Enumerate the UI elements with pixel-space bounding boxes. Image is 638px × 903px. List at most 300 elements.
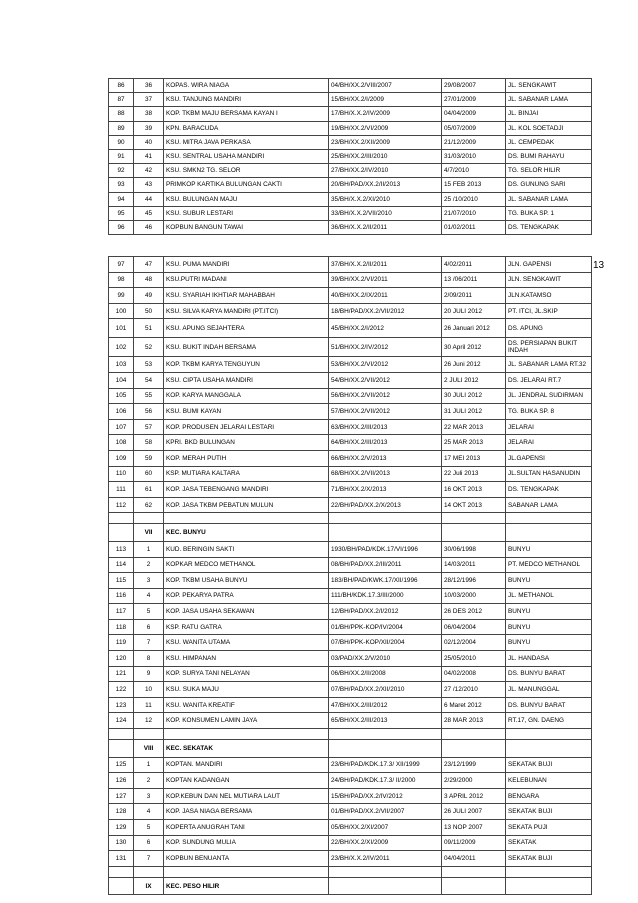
cell-name: KSU. HIMPANAN [164,651,329,667]
cell-name: KOPTAN KADANGAN [164,773,329,789]
cell-sub-no: 45 [134,206,164,220]
empty-cell [329,524,442,542]
empty-cell [506,877,592,895]
cell-date: 14 OKT 2013 [442,497,506,513]
district-header-row [109,877,592,895]
cell-sub-no: 1 [134,757,164,773]
empty-cell [442,524,506,542]
cell-address: JLN. SENGKAWIT [506,272,592,288]
cell-legal-number: 65/BH/XX.2/III/2013 [329,713,442,729]
table-row [109,666,592,682]
cell-date: 05/07/2009 [442,121,506,135]
table-row [109,419,592,435]
cell-no: 89 [109,121,134,135]
cell-no: 92 [109,164,134,178]
cell-date: 13 NOP 2007 [442,820,506,836]
cell-date: 6 Maret 2012 [442,697,506,713]
cell-date: 2 JULI 2012 [442,372,506,388]
cell-name: PRIMKOP KARTIKA BULUNGAN CAKTI [164,178,329,192]
cell-name: KOPBUN BENUANTA [164,851,329,867]
table-row [109,272,592,288]
cell-sub-no: 50 [134,303,164,319]
cell-name: KSU. WANITA UTAMA [164,635,329,651]
cell-sub-no: 3 [134,788,164,804]
cell-date: 2/09/2011 [442,288,506,304]
cell-date: 17 MEI 2013 [442,450,506,466]
cell-date: 31/03/2010 [442,149,506,163]
cell-no: 117 [109,604,134,620]
cell-date: 01/02/2011 [442,220,506,234]
cell-name: KOP. PRODUSEN JELARAI LESTARI [164,419,329,435]
cell-legal-number: 15/BH/PAD/XX.2/IV/2012 [329,788,442,804]
empty-cell [164,866,329,877]
cell-date: 27/01/2009 [442,93,506,107]
cell-date: 15 FEB 2013 [442,178,506,192]
cell-legal-number: 57/BH/XX.2/VII/2012 [329,404,442,420]
cell-sub-no: 3 [134,573,164,589]
cell-legal-number: 33/BH/X.X.2/VII/2010 [329,206,442,220]
cell-sub-no: 4 [134,804,164,820]
table-row [109,851,592,867]
table-row [109,804,592,820]
cell-no: 123 [109,697,134,713]
cell-address: JL. JENDRAL SUDIRMAN [506,388,592,404]
cell-no: 107 [109,419,134,435]
cell-date: 30 JULI 2012 [442,388,506,404]
cell-legal-number: 06/BH/XX.2/II/2008 [329,666,442,682]
cell-no: 96 [109,220,134,234]
cell-address: JL. BINJAI [506,107,592,121]
cell-legal-number: 66/BH/XX.2/V/2013 [329,450,442,466]
cell-date: 14/03/2011 [442,557,506,573]
cell-legal-number: 07/BH/PAD/XX.2/XII/2010 [329,682,442,698]
cell-no: 121 [109,666,134,682]
cell-date: 13 /06/2011 [442,272,506,288]
table-row [109,372,592,388]
cell-address: JL. SENGKAWIT [506,79,592,93]
district-number: VII [134,524,164,542]
cell-address: JELARAI [506,419,592,435]
table-row [109,788,592,804]
cell-date: 09/11/2009 [442,835,506,851]
cell-address: BUNYU [506,635,592,651]
cell-no: 126 [109,773,134,789]
cell-sub-no: 6 [134,835,164,851]
table-row [109,206,592,220]
cell-address: KELEBUNAN [506,773,592,789]
cell-date: 4/02/2011 [442,257,506,273]
cell-legal-number: 51/BH/XX.2/IV/2012 [329,338,442,357]
cell-sub-no: 4 [134,588,164,604]
cell-no: 118 [109,619,134,635]
cell-name: KOP. JASA TEBENGANG MANDIRI [164,482,329,498]
cell-sub-no: 7 [134,851,164,867]
cell-no: 116 [109,588,134,604]
cell-address: DS. JELARAI RT.7 [506,372,592,388]
empty-cell [109,524,134,542]
cell-name: KOP. SUNDUNG MULIA [164,835,329,851]
cell-legal-number: 53/BH/XX.2/VI/2012 [329,357,442,373]
cell-legal-number: 68/BH/XX.2/VII/2013 [329,466,442,482]
cell-sub-no: 59 [134,450,164,466]
cell-date: 30/06/1998 [442,541,506,557]
cell-sub-no: 52 [134,338,164,357]
cell-sub-no: 60 [134,466,164,482]
table-row [109,257,592,273]
cell-no: 101 [109,319,134,338]
cell-address: DS. APUNG [506,319,592,338]
cell-no: 122 [109,682,134,698]
cell-sub-no: 10 [134,682,164,698]
cell-sub-no: 57 [134,419,164,435]
cell-address: DS. BUNYU BARAT [506,697,592,713]
cell-name: KOP. PEKARYA PATRA [164,588,329,604]
cell-sub-no: 47 [134,257,164,273]
table-row [109,588,592,604]
table-row [109,573,592,589]
cell-date: 02/12/2004 [442,635,506,651]
cell-address: TG. BUKA SP. 1 [506,206,592,220]
cell-date: 29/08/2007 [442,79,506,93]
cell-no: 91 [109,149,134,163]
cell-legal-number: 03/PAD/XX.2/V/2010 [329,651,442,667]
table-row [109,388,592,404]
cell-no: 98 [109,272,134,288]
cell-address: DS. GUNUNG SARI [506,178,592,192]
cell-sub-no: 54 [134,372,164,388]
cell-legal-number: 36/BH/X.X.2/II/2011 [329,220,442,234]
cell-sub-no: 58 [134,435,164,451]
table-row [109,835,592,851]
cell-name: KOP. JASA USAHA SEKAWAN [164,604,329,620]
empty-cell [109,729,134,740]
cell-date: 30 April 2012 [442,338,506,357]
cell-sub-no: 6 [134,619,164,635]
table-row [109,682,592,698]
cell-name: KOP. JASA TKBM PEBATUN MULUN [164,497,329,513]
cell-no: 112 [109,497,134,513]
district-name: KEC. PESO HILIR [164,877,329,895]
table-row [109,435,592,451]
cell-name: KSU. TANJUNG MANDIRI [164,93,329,107]
empty-cell [109,866,134,877]
cell-no: 87 [109,93,134,107]
empty-cell [134,866,164,877]
cell-date: 25/05/2010 [442,651,506,667]
district-number: VIII [134,740,164,758]
cell-legal-number: 47/BH/XX.2/III/2012 [329,697,442,713]
cell-name: KOP. TKBM USAHA BUNYU [164,573,329,589]
cell-sub-no: 8 [134,651,164,667]
district-number: IX [134,877,164,895]
cell-date: 04/02/2008 [442,666,506,682]
cell-address: JL.GAPENSI [506,450,592,466]
table-row [109,338,592,357]
cell-date: 3 APRIL 2012 [442,788,506,804]
cell-sub-no: 39 [134,121,164,135]
empty-cell [506,524,592,542]
cell-legal-number: 1930/BH/PAD/KDK.17/VI/1996 [329,541,442,557]
table-row [109,357,592,373]
empty-cell [109,513,134,524]
cell-no: 105 [109,388,134,404]
cell-no: 113 [109,541,134,557]
cell-name: KOPAS. WIRA NIAGA [164,79,329,93]
empty-cell [109,877,134,895]
cell-no: 119 [109,635,134,651]
cell-name: KSP. RATU GATRA [164,619,329,635]
table-row [109,319,592,338]
table-row [109,164,592,178]
cell-no: 97 [109,257,134,273]
cell-name: KSU. PUMA MANDIRI [164,257,329,273]
empty-cell [164,729,329,740]
table-row [109,192,592,206]
table-row [109,541,592,557]
cell-sub-no: 56 [134,404,164,420]
cell-address: JL. SABANAR LAMA [506,192,592,206]
empty-cell [442,877,506,895]
empty-cell [329,513,442,524]
cell-address: SEKATAK BUJI [506,757,592,773]
cell-legal-number: 63/BH/XX.2/III/2013 [329,419,442,435]
cell-no: 115 [109,573,134,589]
cell-address: RT.17, GN. DAENG [506,713,592,729]
cell-name: KSU. SYARIAH IKHTIAR MAHABBAH [164,288,329,304]
empty-cell [442,513,506,524]
spacer-row [109,729,592,740]
cell-no: 94 [109,192,134,206]
cell-no: 129 [109,820,134,836]
cell-name: KOPKAR MEDCO METHANOL [164,557,329,573]
cell-no: 100 [109,303,134,319]
cell-no: 111 [109,482,134,498]
cell-no: 120 [109,651,134,667]
spacer-row [109,513,592,524]
cell-address: JLN. GAPENSI [506,257,592,273]
cell-sub-no: 44 [134,192,164,206]
spacer-row [109,866,592,877]
cell-legal-number: 04/BH/XX.2/VIII/2007 [329,79,442,93]
cell-address: JL. SABANAR LAMA [506,93,592,107]
empty-cell [329,740,442,758]
district-header-row [109,524,592,542]
cell-name: KOPTAN. MANDIRI [164,757,329,773]
cell-legal-number: 24/BH/PAD/KDK.17.3/ II/2000 [329,773,442,789]
cell-address: JL. KOL SOETADJI [506,121,592,135]
cell-legal-number: 05/BH/XX.2/XI/2007 [329,820,442,836]
cell-name: KOP. TKBM MAJU BERSAMA KAYAN I [164,107,329,121]
cell-legal-number: 39/BH/XX.2/VI/2011 [329,272,442,288]
table-row [109,79,592,93]
cell-address: PT. MEDCO METHANOL [506,557,592,573]
cell-sub-no: 12 [134,713,164,729]
cell-legal-number: 22/BH/XX.2/XI/2009 [329,835,442,851]
cell-no: 93 [109,178,134,192]
cell-legal-number: 23/BH/X.X.2/IV/2011 [329,851,442,867]
cell-address: DS. TENGKAPAK [506,482,592,498]
district-name: KEC. BUNYU [164,524,329,542]
cell-sub-no: 49 [134,288,164,304]
cell-address: PT. ITCI, JL.SKIP [506,303,592,319]
cell-legal-number: 71/BH/XX.2/X/2013 [329,482,442,498]
cell-no: 124 [109,713,134,729]
cell-no: 95 [109,206,134,220]
empty-cell [329,729,442,740]
cell-no: 125 [109,757,134,773]
cell-name: KSU. CIPTA USAHA MANDIRI [164,372,329,388]
cell-name: KPRI. BKD BULUNGAN [164,435,329,451]
cell-date: 28 MAR 2013 [442,713,506,729]
cell-legal-number: 111/BH/KDK.17.3/III/2000 [329,588,442,604]
cooperatives-table-part-1 [108,78,592,235]
cell-address: BUNYU [506,604,592,620]
cell-legal-number: 56/BH/XX.2/VII/2012 [329,388,442,404]
cell-no: 86 [109,79,134,93]
table-row [109,713,592,729]
cell-date: 31 JULI 2012 [442,404,506,420]
cell-legal-number: 07/BH/PPK-KOP/XII/2004 [329,635,442,651]
cell-no: 103 [109,357,134,373]
cell-address: SEKATAK BUJI [506,804,592,820]
cell-date: 22 Juli 2013 [442,466,506,482]
cell-address: DS. BUMI RAHAYU [506,149,592,163]
table-row [109,121,592,135]
cell-no: 108 [109,435,134,451]
cell-sub-no: 61 [134,482,164,498]
cell-date: 04/04/2009 [442,107,506,121]
cell-date: 22 MAR 2013 [442,419,506,435]
table-row [109,635,592,651]
cell-address: JL. CEMPEDAK [506,135,592,149]
cell-address: TG. BUKA SP. 8 [506,404,592,420]
table-row [109,773,592,789]
empty-cell [109,740,134,758]
table-row [109,107,592,121]
cell-sub-no: 36 [134,79,164,93]
cell-legal-number: 15/BH/XX.2/I/2009 [329,93,442,107]
cell-sub-no: 42 [134,164,164,178]
cell-legal-number: 22/BH/PAD/XX.2/X/2013 [329,497,442,513]
table-row [109,404,592,420]
cell-sub-no: 40 [134,135,164,149]
cell-no: 131 [109,851,134,867]
cell-date: 4/7/2010 [442,164,506,178]
cell-address: BUNYU [506,619,592,635]
cell-sub-no: 38 [134,107,164,121]
cell-name: KSP. MUTIARA KALTARA [164,466,329,482]
table-row [109,757,592,773]
cell-date: 16 OKT 2013 [442,482,506,498]
cell-legal-number: 18/BH/PAD/XX.2/VII/2012 [329,303,442,319]
cell-name: KSU. APUNG SEJAHTERA [164,319,329,338]
cell-legal-number: 45/BH/XX.2/I/2012 [329,319,442,338]
cell-legal-number: 37/BH/X.X.2/II/2011 [329,257,442,273]
cell-name: KOP. SURYA TANI NELAYAN [164,666,329,682]
cell-no: 114 [109,557,134,573]
cell-sub-no: 46 [134,220,164,234]
cell-no: 127 [109,788,134,804]
cell-no: 102 [109,338,134,357]
cell-date: 06/04/2004 [442,619,506,635]
table-row [109,135,592,149]
cell-legal-number: 183/BH/PAD/KWK.17/XII/1996 [329,573,442,589]
cooperatives-table-part-2 [108,256,592,895]
cell-address: JL. SABANAR LAMA RT.32 [506,357,592,373]
table-row [109,604,592,620]
cell-sub-no: 43 [134,178,164,192]
cell-address: DS. PERSIAPAN BUKIT INDAH [506,338,592,357]
table-row [109,178,592,192]
cell-date: 26 JULI 2007 [442,804,506,820]
cell-legal-number: 64/BH/XX.2/III/2013 [329,435,442,451]
cell-address: JL.SULTAN HASANUDIN [506,466,592,482]
cell-no: 104 [109,372,134,388]
cell-name: KOP. TKBM KARYA TENGUYUN [164,357,329,373]
table-row [109,450,592,466]
cell-sub-no: 55 [134,388,164,404]
cell-no: 88 [109,107,134,121]
cell-name: KSU. SENTRAL USAHA MANDIRI [164,149,329,163]
cell-date: 04/04/2011 [442,851,506,867]
cell-legal-number: 25/BH/XX.2/III/2010 [329,149,442,163]
cell-date: 26 DES 2012 [442,604,506,620]
table-row [109,557,592,573]
cell-name: KSU. MITRA JAVA PERKASA [164,135,329,149]
cell-address: TG. SELOR HILIR [506,164,592,178]
cell-sub-no: 37 [134,93,164,107]
empty-cell [164,513,329,524]
cell-address: BUNYU [506,573,592,589]
cell-sub-no: 2 [134,557,164,573]
empty-cell [442,729,506,740]
table-row [109,303,592,319]
cell-name: KOPBUN BANGUN TAWAI [164,220,329,234]
cell-sub-no: 53 [134,357,164,373]
cell-sub-no: 5 [134,604,164,620]
cell-name: KSU. SUBUR LESTARI [164,206,329,220]
cell-name: KSU. BULUNGAN MAJU [164,192,329,206]
cell-address: JL. HANDASA [506,651,592,667]
empty-cell [134,729,164,740]
table-row [109,619,592,635]
cell-address: JL. METHANOL [506,588,592,604]
table-row [109,651,592,667]
cell-date: 10/03/2000 [442,588,506,604]
cell-no: 110 [109,466,134,482]
table-row [109,288,592,304]
cell-sub-no: 11 [134,697,164,713]
cell-address: SEKATA PUJI [506,820,592,836]
table-row [109,820,592,836]
cell-sub-no: 2 [134,773,164,789]
cell-legal-number: 54/BH/XX.2/VII/2012 [329,372,442,388]
table-row [109,497,592,513]
cell-address: SEKATAK BUJI [506,851,592,867]
cell-legal-number: 27/BH/XX.2/IV/2010 [329,164,442,178]
district-header-row [109,740,592,758]
cell-date: 2/29/2000 [442,773,506,789]
cell-sub-no: 48 [134,272,164,288]
cell-no: 128 [109,804,134,820]
cell-date: 26 Juni 2012 [442,357,506,373]
cell-no: 106 [109,404,134,420]
table-row [109,93,592,107]
empty-cell [506,513,592,524]
district-name: KEC. SEKATAK [164,740,329,758]
empty-cell [442,866,506,877]
cell-address: JLN.KATAMSO [506,288,592,304]
